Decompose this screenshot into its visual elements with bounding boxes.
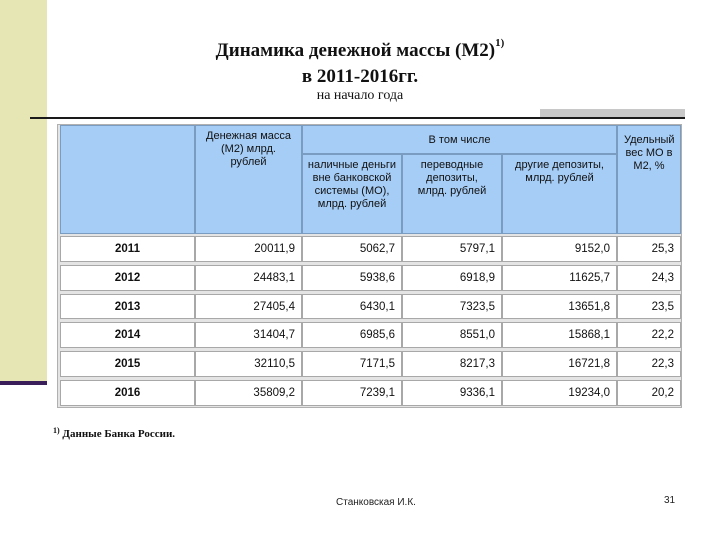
cell-m2: 20011,9 — [195, 236, 302, 262]
cell-share: 24,3 — [617, 265, 681, 291]
header-m2: Денежная масса (М2) млрд. рублей — [195, 125, 302, 234]
cell-transfer: 8217,3 — [402, 351, 502, 377]
cell-other: 13651,8 — [502, 294, 617, 320]
cell-transfer: 5797,1 — [402, 236, 502, 262]
header-year-blank — [60, 125, 195, 234]
title-divider-block — [540, 109, 685, 117]
cell-year: 2015 — [60, 351, 195, 377]
left-decor-edge — [0, 381, 47, 385]
header-including: В том числе — [302, 125, 617, 154]
header-mo: наличные деньги вне банковской системы (МО), млрд. рублей — [302, 154, 402, 234]
cell-share: 23,5 — [617, 294, 681, 320]
cell-mo: 6430,1 — [302, 294, 402, 320]
slide-subtitle: на начало года — [316, 88, 404, 103]
cell-share: 25,3 — [617, 236, 681, 262]
slide-title: Динамика денежной массы $(М2)^{1)}$ — [215, 37, 505, 61]
cell-other: 16721,8 — [502, 351, 617, 377]
cell-other: 15868,1 — [502, 322, 617, 348]
cell-other: 9152,0 — [502, 236, 617, 262]
header-transfer-deposits: переводные депозиты, млрд. рублей — [402, 154, 502, 234]
cell-year: 2013 — [60, 294, 195, 320]
cell-transfer: 8551,0 — [402, 322, 502, 348]
cell-mo: 5062,7 — [302, 236, 402, 262]
cell-m2: 35809,2 — [195, 380, 302, 406]
cell-m2: 31404,7 — [195, 322, 302, 348]
cell-m2: 24483,1 — [195, 265, 302, 291]
page-number: 31 — [664, 495, 676, 506]
cell-year: 2016 — [60, 380, 195, 406]
cell-transfer: 9336,1 — [402, 380, 502, 406]
cell-share: 22,3 — [617, 351, 681, 377]
cell-m2: 32110,5 — [195, 351, 302, 377]
cell-year: 2011 — [60, 236, 195, 262]
cell-year: 2014 — [60, 322, 195, 348]
cell-mo: 5938,6 — [302, 265, 402, 291]
cell-transfer: 6918,9 — [402, 265, 502, 291]
cell-share: 20,2 — [617, 380, 681, 406]
cell-year: 2012 — [60, 265, 195, 291]
title-divider — [30, 117, 685, 119]
cell-other: 11625,7 — [502, 265, 617, 291]
cell-mo: 7239,1 — [302, 380, 402, 406]
author-name: Станковская И.К. — [336, 497, 416, 508]
cell-mo: 7171,5 — [302, 351, 402, 377]
header-other-deposits: другие депозиты, млрд. рублей — [502, 154, 617, 234]
cell-transfer: 7323,5 — [402, 294, 502, 320]
header-mo-share: Удельный вес МО в М2, % — [617, 125, 681, 234]
cell-m2: 27405,4 — [195, 294, 302, 320]
cell-mo: 6985,6 — [302, 322, 402, 348]
cell-other: 19234,0 — [502, 380, 617, 406]
money-supply-table — [57, 124, 682, 408]
cell-share: 22,2 — [617, 322, 681, 348]
footnote: $^{1)}$ Данные Банка России. — [53, 426, 176, 440]
slide-title-period: в 2011-2016гг. — [301, 66, 419, 87]
